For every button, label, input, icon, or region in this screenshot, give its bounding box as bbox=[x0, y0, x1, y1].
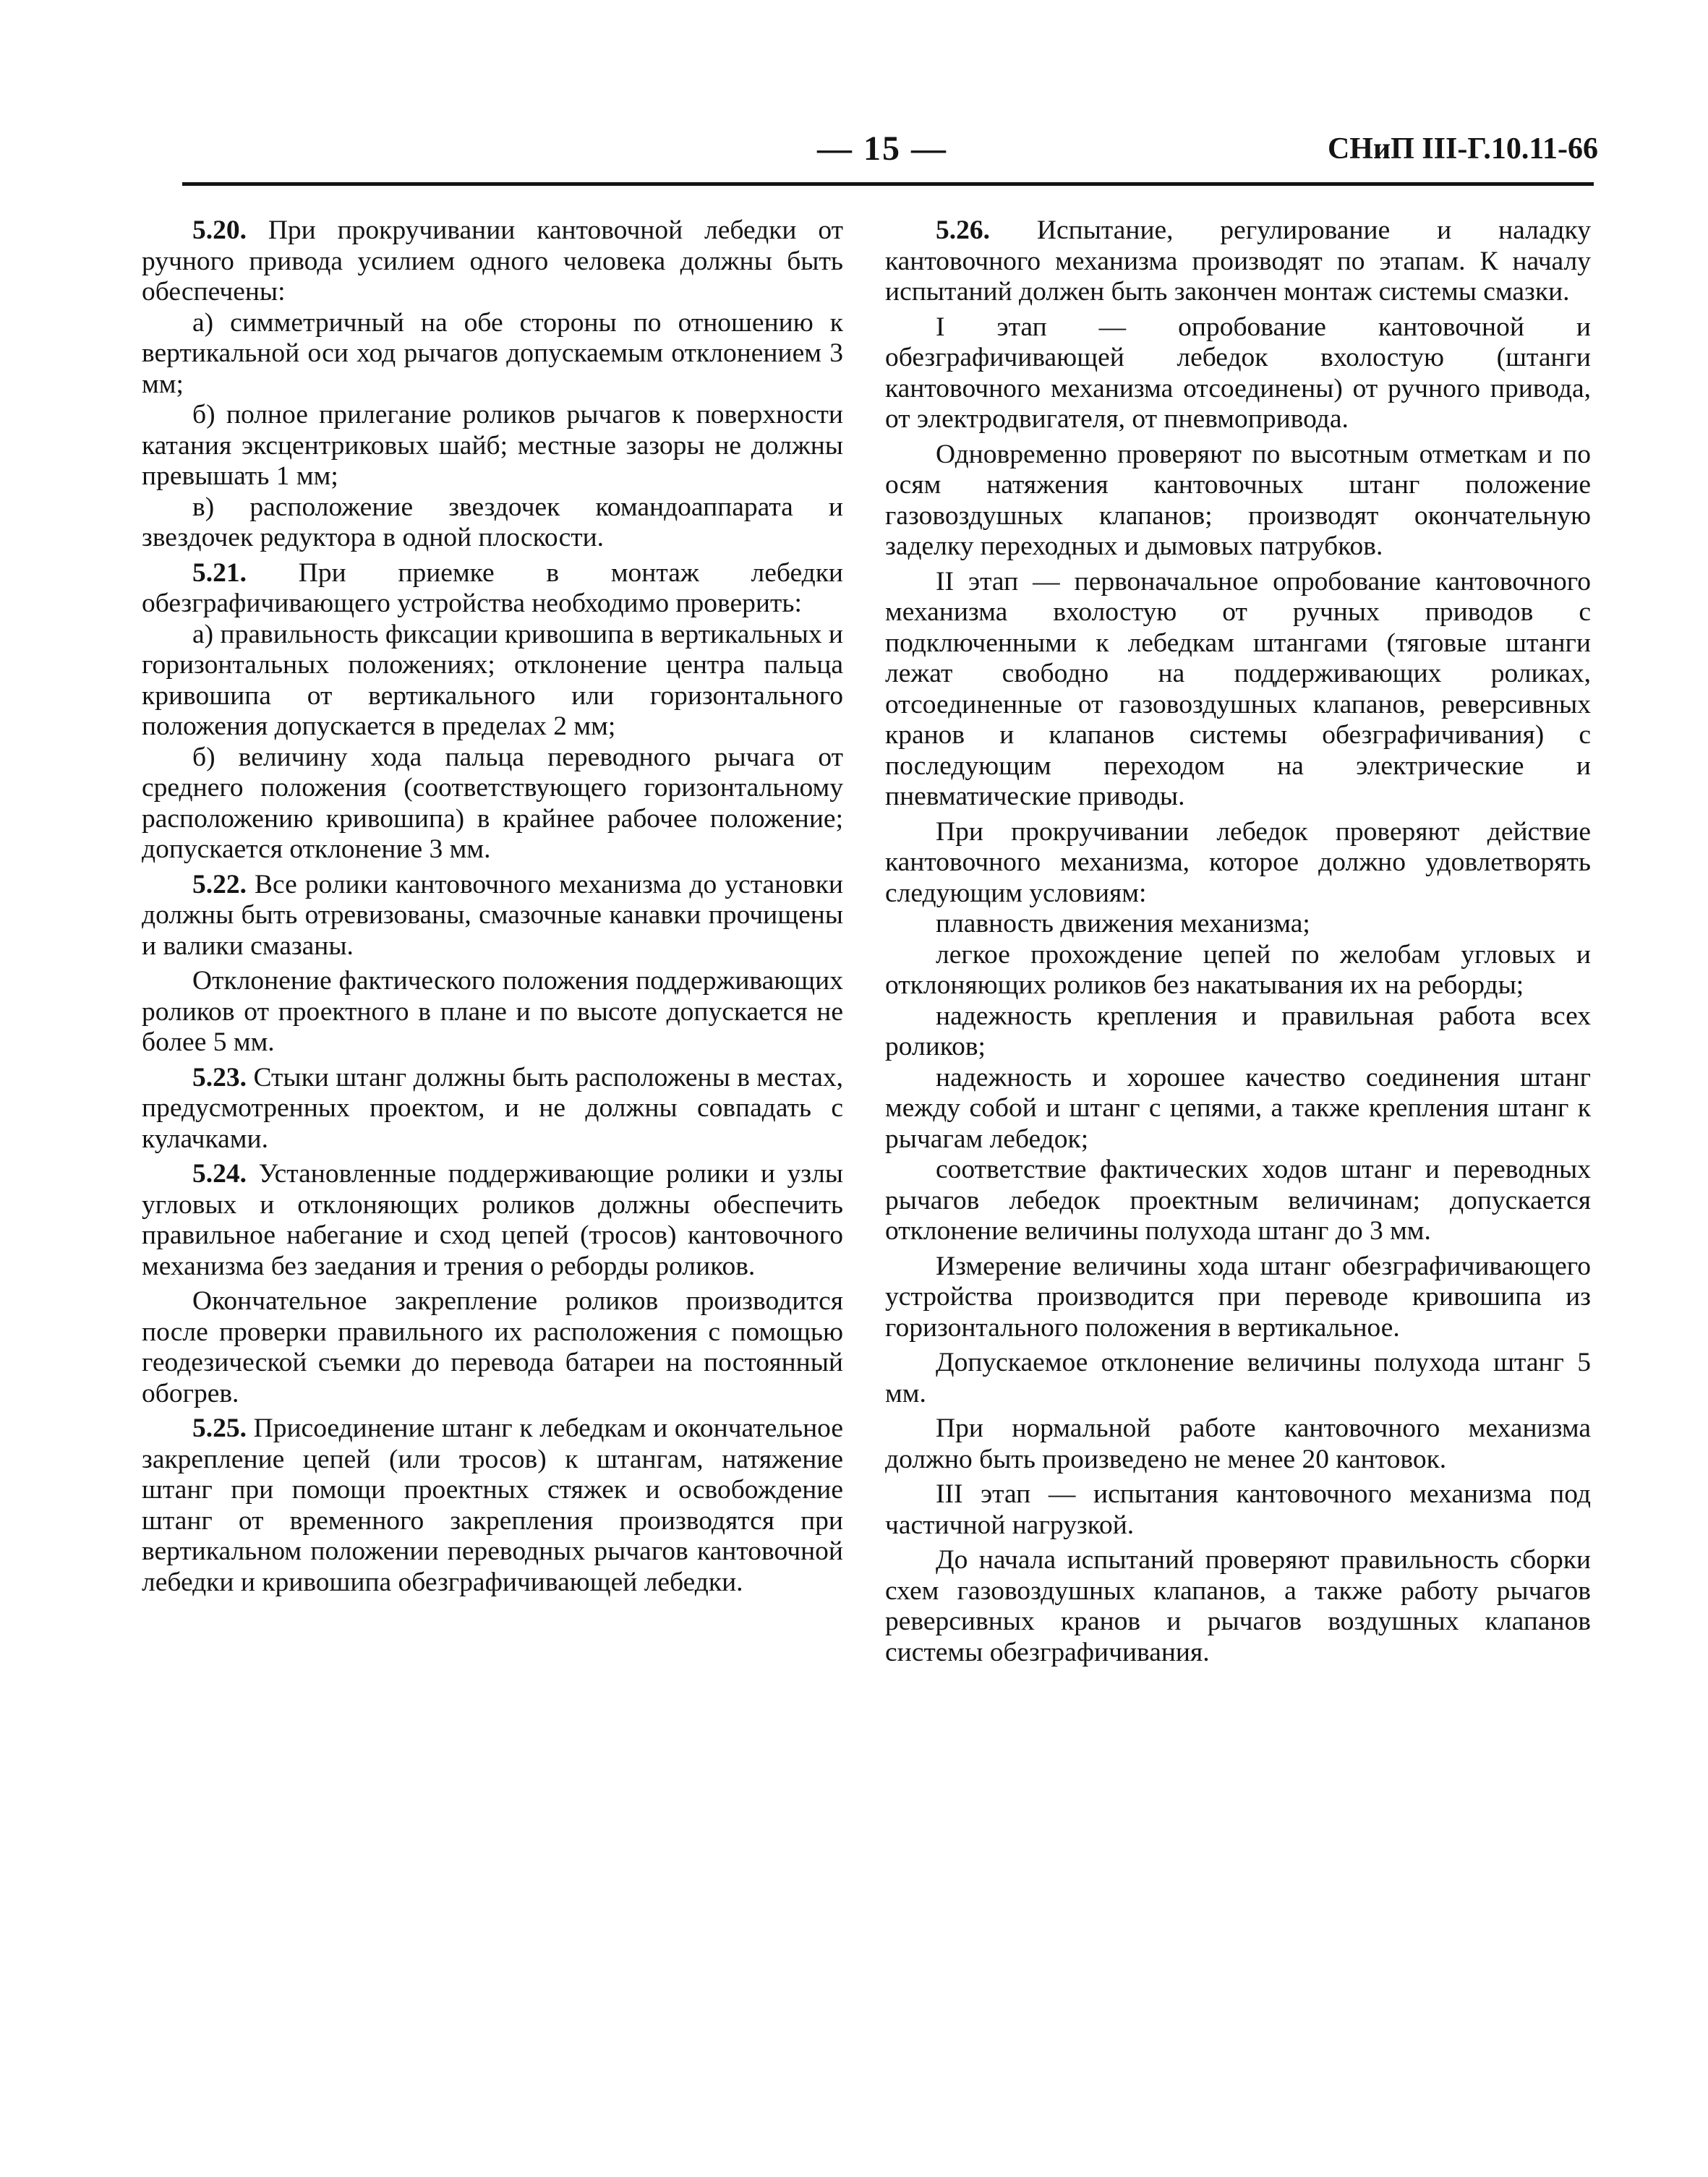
clause-text: Стыки штанг должны быть расположены в местах, предусмотренных проектом, и не должны совпадать с кулачками. bbox=[142, 1062, 843, 1154]
clause-5-20-item-b: б) полное прилегание роликов рычагов к поверхности катания эксцентриковых шайб; местные зазоры не должны превышать 1 мм; bbox=[142, 400, 843, 491]
condition-4: надежность и хорошее качество соединения штанг между собой и штанг с цепями, а также крепления штанг к рычагам лебедок; bbox=[885, 1062, 1591, 1154]
document-code: СНиП III-Г.10.11-66 bbox=[1327, 132, 1598, 166]
stage-3-check: До начала испытаний проверяют правильность сборки схем газовоздушных клапанов, а также работу рычагов реверсивных кранов и рычагов воздушных клапанов системы обезграфичивания. bbox=[885, 1545, 1591, 1667]
clause-number: 5.24. bbox=[192, 1159, 247, 1189]
clause-number: 5.26. bbox=[936, 215, 990, 245]
clause-text: При приемке в монтаж лебедки обезграфичивающего устройства необходимо проверить: bbox=[142, 557, 843, 618]
stage-3: III этап — испытания кантовочного механизма под частичной нагрузкой. bbox=[885, 1479, 1591, 1540]
clause-number: 5.21. bbox=[192, 557, 247, 588]
clause-text: Установленные поддерживающие ролики и узлы угловых и отклоняющих роликов должны обеспечить правильное набегание и сход цепей (тросов) кантовочного механизма без заедания и трения о реборды роликов. bbox=[142, 1159, 843, 1281]
stage-2: II этап — первоначальное опробование кантовочного механизма вхолостую от ручных приводов с подключенными к лебедкам штангами (тяговые штанги лежат свободно на поддерживающих роликах, отсоединенные от газовоздушных клапанов, реверсивных кранов и клапанов системы обезграфичивания) с последующим переходом на электрические и пневматические приводы. bbox=[885, 566, 1591, 811]
header-rule bbox=[182, 182, 1594, 186]
right-column bbox=[885, 215, 1591, 1672]
condition-2: легкое прохождение цепей по желобам угловых и отклоняющих роликов без накатывания их на реборды; bbox=[885, 939, 1591, 1000]
clause-5-24-extra: Окончательное закрепление роликов производится после проверки правильного их расположения с помощью геодезической съемки до перевода батареи на постоянный обогрев. bbox=[142, 1286, 843, 1408]
clause-number: 5.25. bbox=[192, 1413, 247, 1443]
clause-5-23 bbox=[142, 1063, 843, 1155]
condition-5: соответствие фактических ходов штанг и переводных рычагов лебедок проектным величинам; допускается отклонение величины полухода штанг до 3 мм. bbox=[885, 1155, 1591, 1246]
tolerance-note: Допускаемое отклонение величины полухода штанг 5 мм. bbox=[885, 1348, 1591, 1408]
left-column bbox=[142, 215, 843, 1602]
condition-3: надежность крепления и правильная работа всех роликов; bbox=[885, 1001, 1591, 1061]
normal-operation-note: При нормальной работе кантовочного механизма должно быть произведено не менее 20 кантовок. bbox=[885, 1413, 1591, 1474]
clause-text: Присоединение штанг к лебедкам и окончательное закрепление цепей (или тросов) к штангам, натяжение штанг при помощи проектных стяжек и освобождение штанг от временного закрепления производятся при вертикальном положении переводных рычагов кантовочной лебедки и кривошипа обезграфичивающей лебедки. bbox=[142, 1413, 843, 1597]
page-number: — 15 — bbox=[817, 129, 947, 168]
measurement-note: Измерение величины хода штанг обезграфичивающего устройства производится при переводе кривошипа из горизонтального положения в вертикальное. bbox=[885, 1251, 1591, 1343]
stage-1: I этап — опробование кантовочной и обезграфичивающей лебедок вхолостую (штанги кантовочного механизма отсоединены) от ручного привода, от электродвигателя, от пневмопривода. bbox=[885, 312, 1591, 434]
clause-text: Испытание, регулирование и наладку кантовочного механизма производят по этапам. К началу испытаний должен быть закончен монтаж системы смазки. bbox=[885, 215, 1591, 307]
clause-5-25 bbox=[142, 1413, 843, 1598]
clause-text: Все ролики кантовочного механизма до установки должны быть отревизованы, смазочные канавки прочищены и валики смазаны. bbox=[142, 869, 843, 961]
stage-2-check: При прокручивании лебедок проверяют действие кантовочного механизма, которое должно удовлетворять следующим условиям: bbox=[885, 816, 1591, 908]
clause-number: 5.20. bbox=[192, 215, 247, 245]
clause-number: 5.22. bbox=[192, 869, 247, 899]
clause-5-21-item-a: а) правильность фиксации кривошипа в вертикальных и горизонтальных положениях; отклонение центра пальца кривошипа от вертикального или горизонтального положения допускается в пределах 2 мм; bbox=[142, 619, 843, 741]
clause-5-22-extra: Отклонение фактического положения поддерживающих роликов от проектного в плане и по высоте допускается не более 5 мм. bbox=[142, 966, 843, 1057]
clause-5-20 bbox=[142, 215, 843, 308]
clause-5-21-item-b: б) величину хода пальца переводного рычага от среднего положения (соответствующего горизонтальному расположению кривошипа) в крайнее рабочее положение; допускается отклонение 3 мм. bbox=[142, 742, 843, 864]
clause-5-24 bbox=[142, 1159, 843, 1282]
clause-5-22 bbox=[142, 870, 843, 962]
clause-text: При прокручивании кантовочной лебедки от ручного привода усилием одного человека должны быть обеспечены: bbox=[142, 215, 843, 307]
clause-number: 5.23. bbox=[192, 1062, 247, 1092]
clause-5-21 bbox=[142, 558, 843, 620]
clause-5-26 bbox=[885, 215, 1591, 308]
stage-1-check: Одновременно проверяют по высотным отметкам и по осям натяжения кантовочных штанг положение газовоздушных клапанов; производят окончательную заделку переходных и дымовых патрубков. bbox=[885, 439, 1591, 561]
condition-1: плавность движения механизма; bbox=[936, 909, 1310, 938]
clause-5-20-item-c: в) расположение звездочек командоаппарата и звездочек редуктора в одной плоскости. bbox=[142, 492, 843, 552]
clause-5-20-item-a: а) симметричный на обе стороны по отношению к вертикальной оси ход рычагов допускаемым отклонением 3 мм; bbox=[142, 307, 843, 399]
